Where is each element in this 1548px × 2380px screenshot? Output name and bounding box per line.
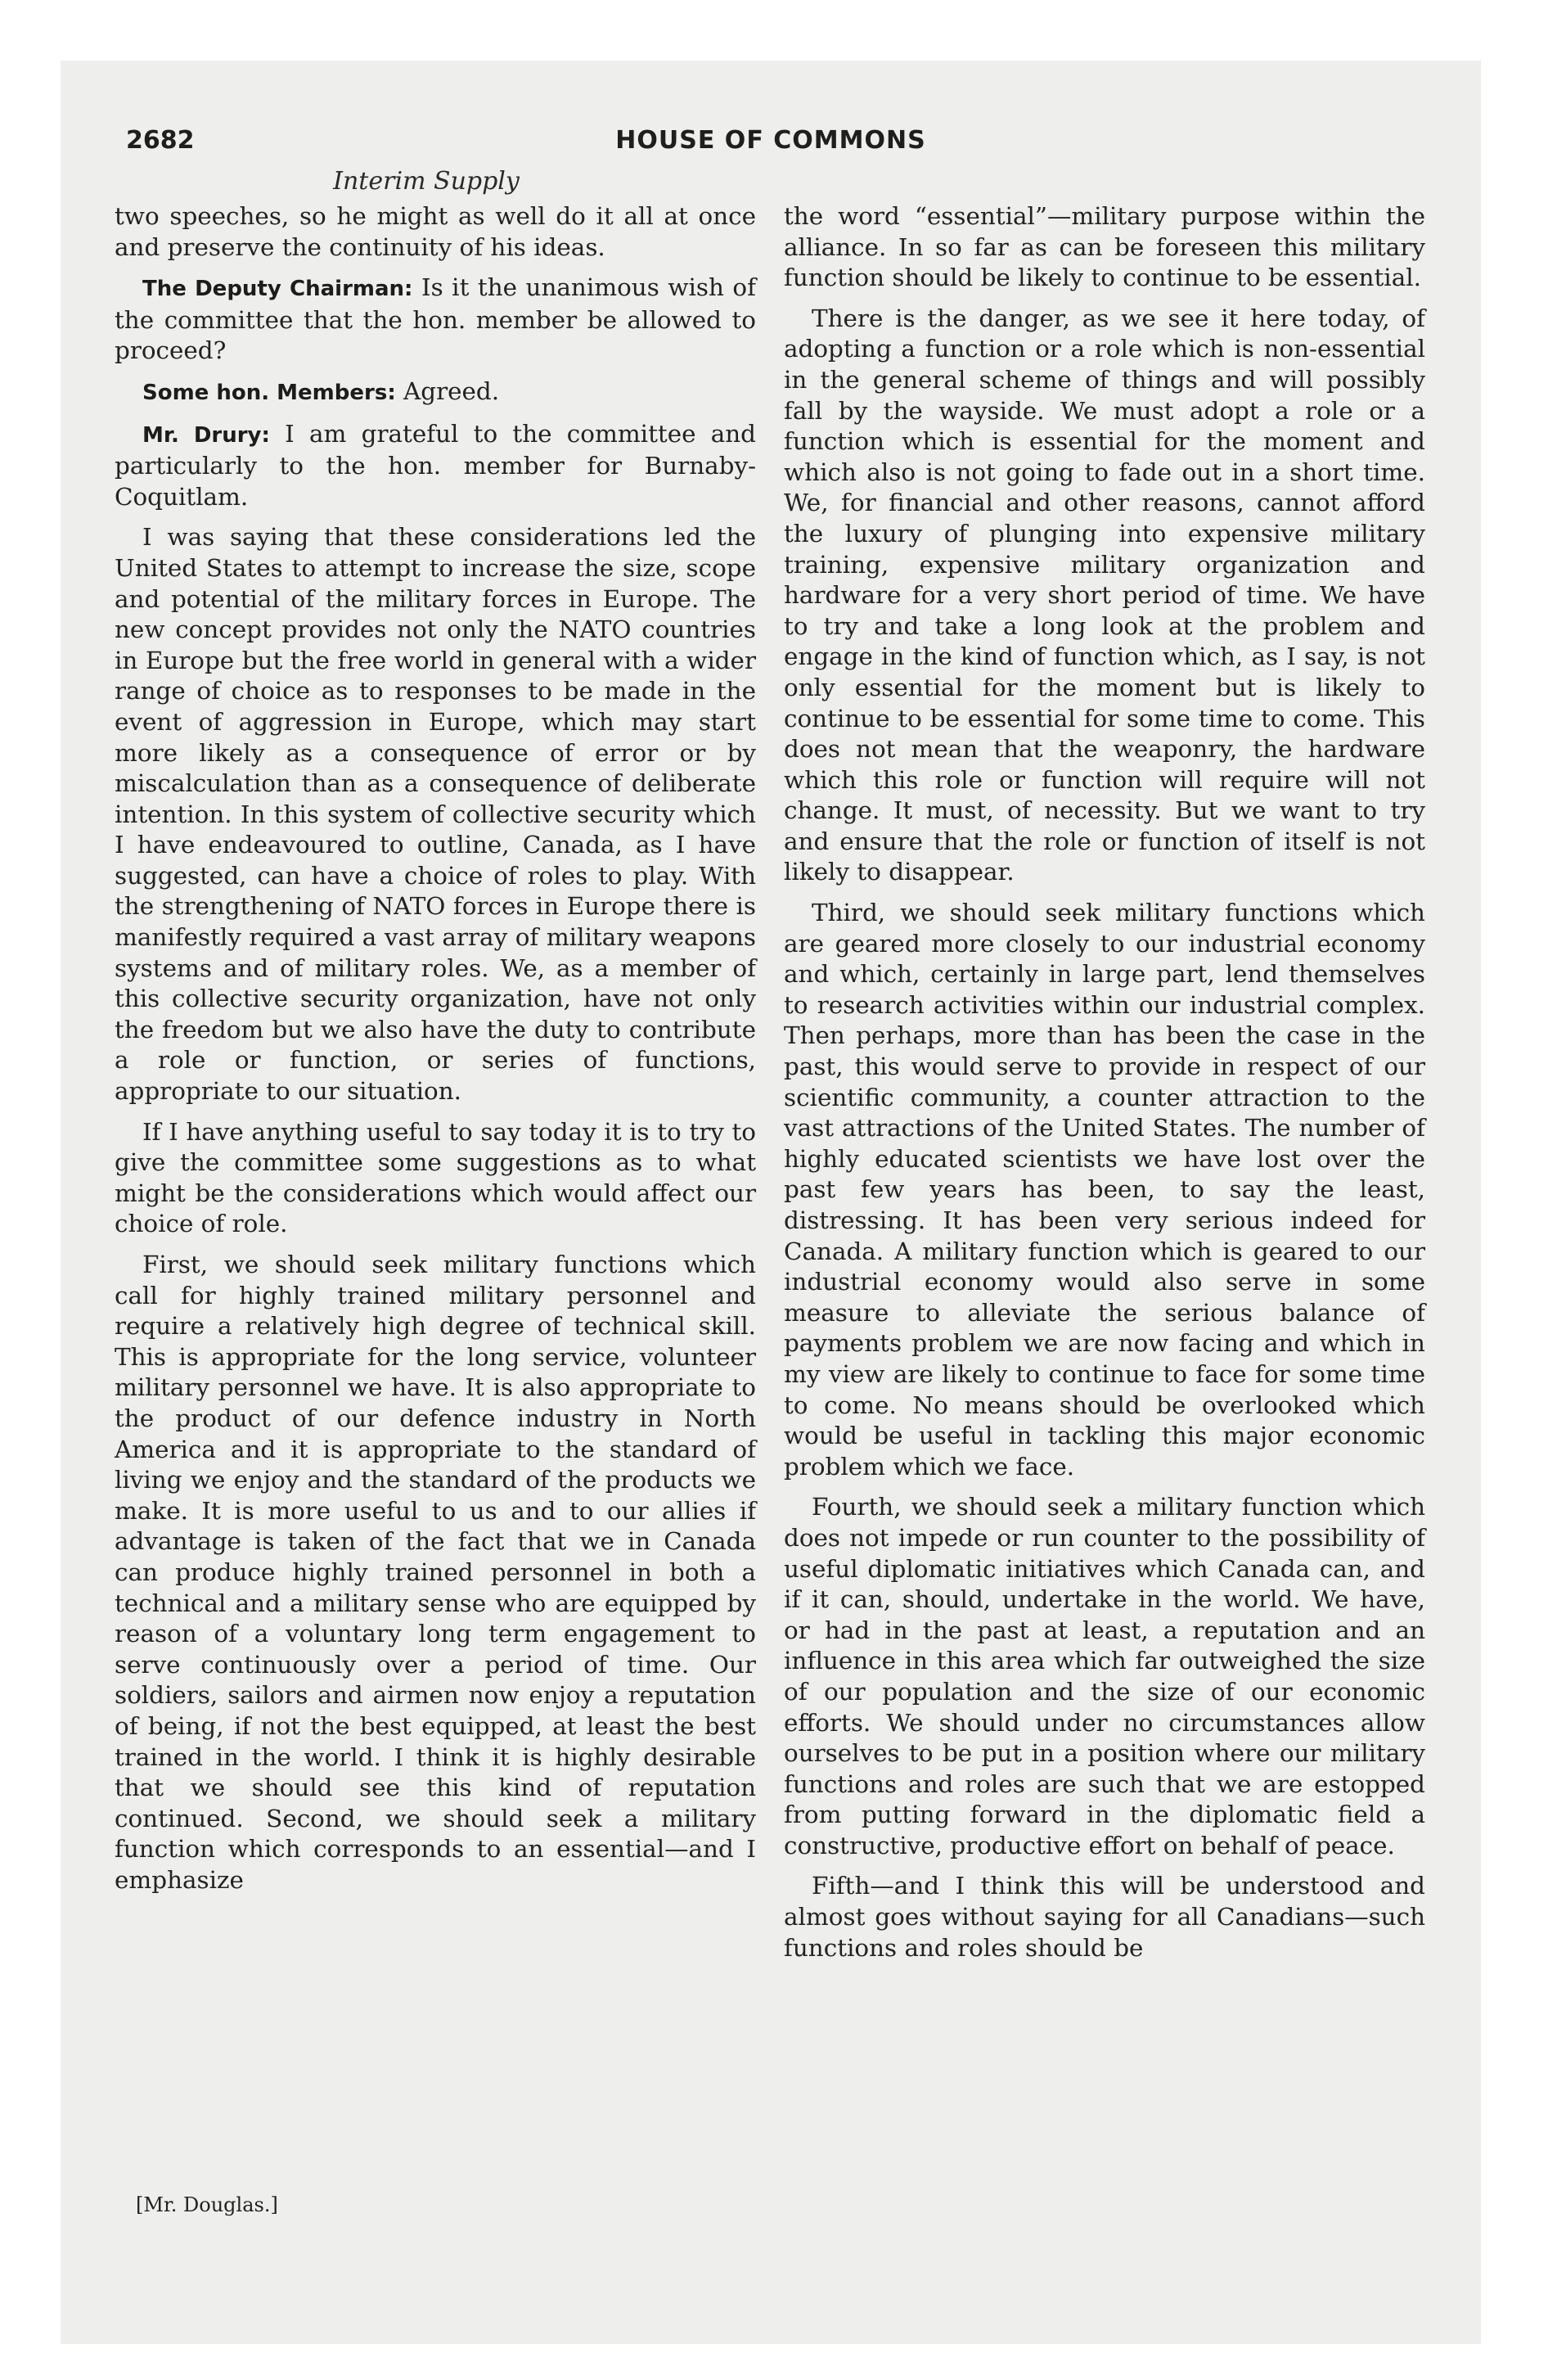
speaker-attribution: [Mr. Douglas.] — [136, 2193, 278, 2216]
paragraph: Fifth—and I think this will be understood and almost goes without saying for all Canadians—such functions and roles should be — [784, 1872, 1425, 1962]
left-column — [115, 201, 756, 1905]
speaker-name: Some hon. Members: — [142, 380, 396, 405]
speaker-name: Mr. Drury: — [142, 422, 270, 448]
speech-text: Agreed. — [395, 376, 500, 405]
page-header — [126, 126, 1415, 175]
page-number: 2682 — [126, 126, 195, 155]
speech-text: Is it the unanimous wish of the committee that the hon. member be allowed to proceed? — [115, 273, 756, 365]
paragraph: the word “essential”—military purpose within the alliance. In so far as can be foreseen this military function should be likely to continue to be essential. — [784, 202, 1425, 292]
paragraph: If I have anything useful to say today it is to try to give the committee some suggestions as to what might be the considerations which would affect our choice of role. — [115, 1117, 756, 1238]
paragraph: Third, we should seek military functions which are geared more closely to our industrial economy and which, certainly in large part, lend themselves to research activities within our industrial complex. Then perhaps, more than has been the case in the past, this would serve to provide in respect of our scientific community, a counter attraction to the vast attractions of the United States. The number of highly educated scientists we have lost over the past few years has been, to say the least, distressing. It has been very serious indeed for Canada. A military function which is geared to our industrial economy would also serve in some measure to alleviate the serious balance of payments problem we are now facing and which in my view are likely to continue to face for some time to come. No means should be overlooked which would be useful in tackling this major economic problem which we face. — [784, 899, 1425, 1481]
speaker-name: The Deputy Chairman: — [142, 277, 413, 302]
speech-paragraph — [115, 419, 756, 513]
section-title: Interim Supply — [333, 167, 520, 196]
paragraph: There is the danger, as we see it here today, of adopting a function or a role which is non-essential in the general scheme of things and will possibly fall by the wayside. We must adopt a role or a function which is essential for the moment and which also is not going to fade out in a short time. We, for financial and other reasons, cannot afford the luxury of plunging into expensive military training, expensive military organization and hardware for a very short period of time. We have to try and take a long look at the problem and engage in the kind of function which, as I say, is not only essential for the moment but is likely to continue to be essential for some time to come. This does not mean that the weaponry, the hardware which this role or function will require will not change. It must, of necessity. But we want to try and ensure that the role or function of itself is not likely to disappear. — [784, 304, 1425, 886]
speech-text: I am grateful to the committee and particularly to the hon. member for Burnaby-Coquitlam. — [115, 419, 756, 511]
right-column — [784, 201, 1425, 1973]
speech-paragraph — [115, 376, 756, 409]
running-head: HOUSE OF COMMONS — [615, 126, 926, 155]
speech-paragraph — [115, 273, 756, 367]
paragraph: I was saying that these considerations led the United States to attempt to increase the size, scope and potential of the military forces in Europe. The new concept provides not only the NATO countries in Europe but the free world in general with a wider range of choice as to responses to be made in the event of aggression in Europe, which may start more likely as a consequence of error or by miscalculation than as a consequence of deliberate intention. In this system of collective security which I have endeavoured to outline, Canada, as I have suggested, can have a choice of roles to play. With the strengthening of NATO forces in Europe there is manifestly required a vast array of military weapons systems and of military roles. We, as a member of this collective security organization, have not only the freedom but we also have the duty to contribute a role or function, or series of functions, appropriate to our situation. — [115, 523, 756, 1106]
paragraph: two speeches, so he might as well do it all at once and preserve the continuity of his ideas. — [115, 202, 756, 261]
hansard-page — [61, 61, 1481, 2344]
paragraph: First, we should seek military functions which call for highly trained military personnel and require a relatively high degree of technical skill. This is appropriate for the long service, volunteer military personnel we have. It is also appropriate to the product of our defence industry in North America and it is appropriate to the standard of living we enjoy and the standard of the products we make. It is more useful to us and to our allies if advantage is taken of the fact that we in Canada can produce highly trained personnel in both a technical and a military sense who are equipped by reason of a voluntary long term engagement to serve continuously over a period of time. Our soldiers, sailors and airmen now enjoy a reputation of being, if not the best equipped, at least the best trained in the world. I think it is highly desirable that we should see this kind of reputation continued. Second, we should seek a military function which corresponds to an essential—and I emphasize — [115, 1251, 756, 1894]
paragraph: Fourth, we should seek a military function which does not impede or run counter to the possibility of useful diplomatic initiatives which Canada can, and if it can, should, undertake in the world. We have, or had in the past at least, a reputation and an influence in this area which far outweighed the size of our population and the size of our economic efforts. We should under no circumstances allow ourselves to be put in a position where our military functions and roles are such that we are estopped from putting forward in the diplomatic field a constructive, productive effort on behalf of peace. — [784, 1493, 1425, 1859]
